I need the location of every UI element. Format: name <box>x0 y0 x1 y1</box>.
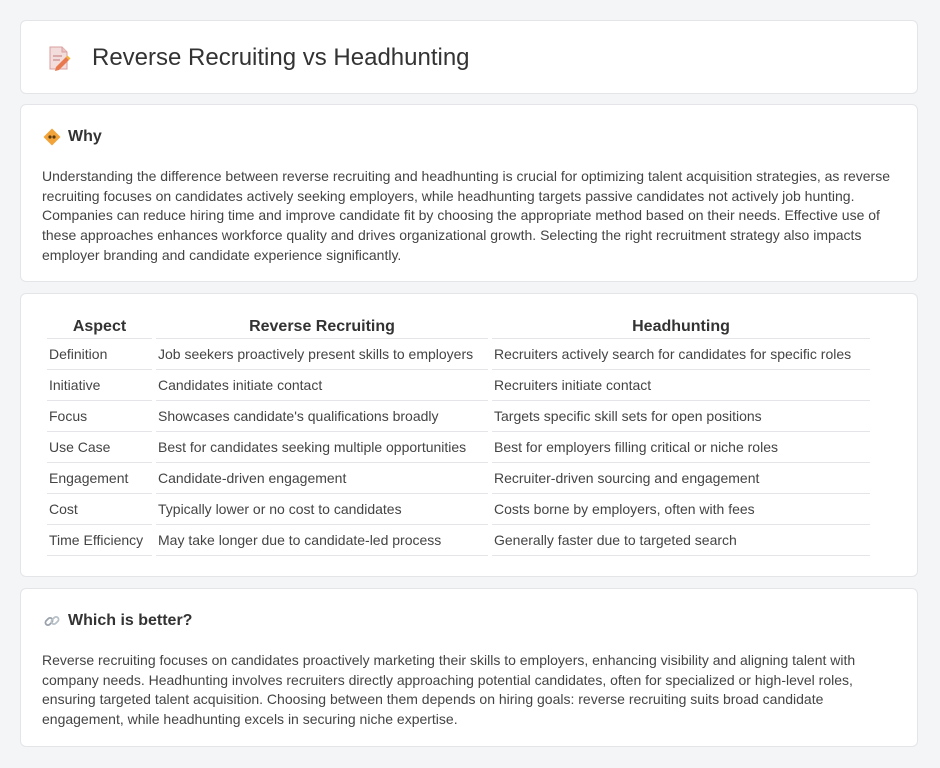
table-cell: Job seekers proactively present skills to employers <box>156 339 488 370</box>
table-cell: Best for employers filling critical or niche roles <box>492 432 870 463</box>
comparison-card <box>20 293 918 577</box>
table-cell: Use Case <box>47 432 152 463</box>
link-icon <box>43 612 61 630</box>
table-cell: Candidates initiate contact <box>156 370 488 401</box>
table-cell: Definition <box>47 339 152 370</box>
table-header-row <box>47 316 870 339</box>
table-row <box>47 432 870 463</box>
table-cell: Candidate-driven engagement <box>156 463 488 494</box>
why-heading-row <box>43 127 102 147</box>
comparison-table <box>43 316 874 556</box>
table-row <box>47 401 870 432</box>
column-header-reverse-recruiting: Reverse Recruiting <box>156 316 488 339</box>
table-cell: Time Efficiency <box>47 525 152 556</box>
table-cell: Costs borne by employers, often with fees <box>492 494 870 525</box>
which-is-better-section <box>20 588 918 747</box>
table-cell: Engagement <box>47 463 152 494</box>
table-cell: Generally faster due to targeted search <box>492 525 870 556</box>
table-cell: Focus <box>47 401 152 432</box>
column-header-headhunting: Headhunting <box>492 316 870 339</box>
table-cell: Initiative <box>47 370 152 401</box>
document-pencil-icon <box>47 45 71 71</box>
title-card <box>20 20 918 94</box>
table-cell: Showcases candidate's qualifications broadly <box>156 401 488 432</box>
table-cell: Typically lower or no cost to candidates <box>156 494 488 525</box>
table-cell: Targets specific skill sets for open positions <box>492 401 870 432</box>
better-text: Reverse recruiting focuses on candidates proactively marketing their skills to employers, enhancing visibility and aligning talent with company needs. Headhunting involves recruiters directly approaching potential candidates, often for specialized or high-level roles, ensuring targeted talent acquisition. Choosing between them depends on hiring goals: reverse recruiting suits broad candidate engagement, while headhunting excels in securing niche expertise. <box>42 652 856 728</box>
table-cell: May take longer due to candidate-led process <box>156 525 488 556</box>
table-row <box>47 463 870 494</box>
table-row <box>47 339 870 370</box>
table-row <box>47 370 870 401</box>
table-cell: Best for candidates seeking multiple opportunities <box>156 432 488 463</box>
better-heading-row <box>43 611 192 631</box>
table-cell: Recruiters initiate contact <box>492 370 870 401</box>
why-text: Understanding the difference between reverse recruiting and headhunting is crucial for optimizing talent acquisition strategies, as reverse recruiting focuses on candidates actively seeking employers, while headhunting targets passive candidates not actively job hunting. Companies can reduce hiring time and improve candidate fit by choosing the appropriate method based on their needs. Effective use of these approaches enhances workforce quality and drives organizational growth. Selecting the right recruitment strategy also impacts employer branding and candidate experience significantly. <box>42 168 890 263</box>
table-row <box>47 525 870 556</box>
better-heading: Which is better? <box>68 612 193 629</box>
diamond-sign-icon <box>43 128 61 146</box>
page-title: Reverse Recruiting vs Headhunting <box>92 44 470 71</box>
column-header-aspect: Aspect <box>47 316 152 339</box>
table-cell: Cost <box>47 494 152 525</box>
table-row <box>47 494 870 525</box>
why-heading: Why <box>68 128 102 145</box>
table-cell: Recruiter-driven sourcing and engagement <box>492 463 870 494</box>
table-cell: Recruiters actively search for candidates for specific roles <box>492 339 870 370</box>
why-section <box>20 104 918 282</box>
